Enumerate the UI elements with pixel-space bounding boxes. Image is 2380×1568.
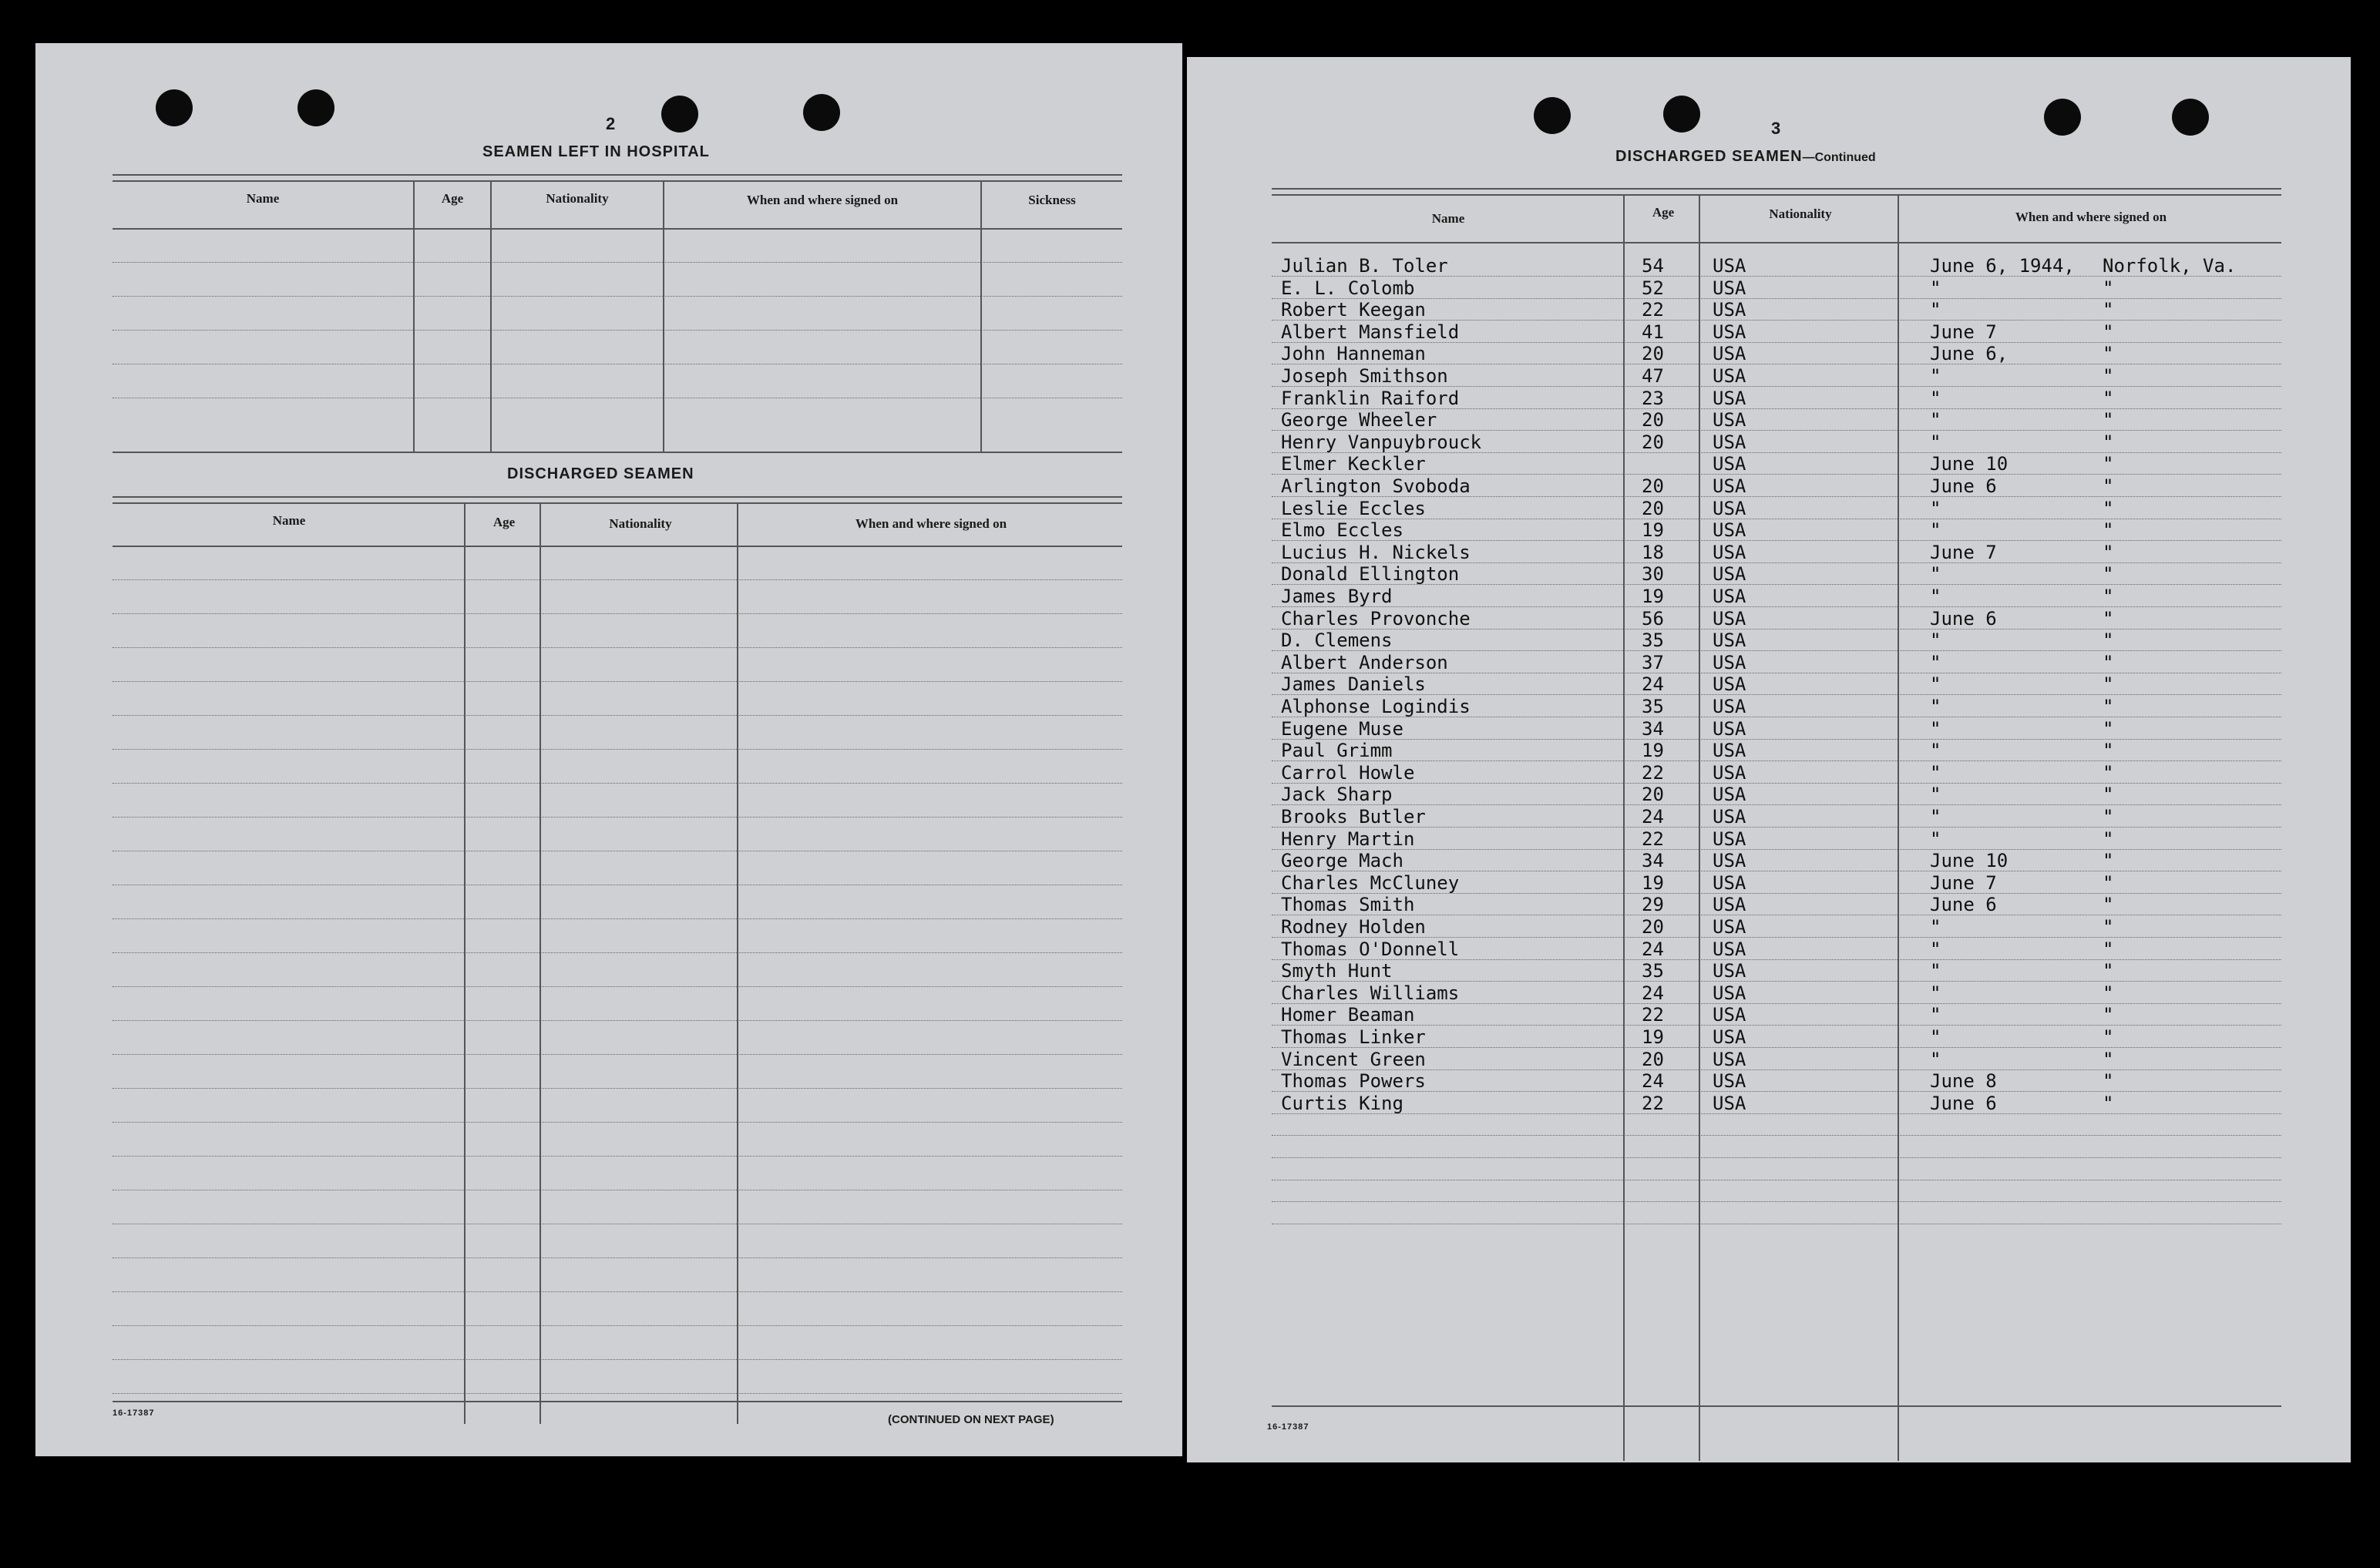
name-cell: Alphonse Logindis [1281,696,1471,717]
name-cell: Rodney Holden [1281,916,1426,938]
name-cell: Eugene Muse [1281,718,1403,740]
signed-date-cell: " [1930,1026,1941,1048]
signed-date-cell: " [1930,365,1941,387]
signed-date-cell: June 6 [1930,1093,1997,1114]
signed-place-cell: " [2103,762,2114,784]
col-header-sickness: Sickness [1028,193,1076,207]
col-header-name: Name [246,191,280,206]
age-cell: 19 [1642,872,1664,894]
col-header-signed-on: When and where signed on [746,193,899,207]
signed-place-cell: " [2103,696,2114,717]
signed-date-cell: June 7 [1930,872,1997,894]
name-cell: Carrol Howle [1281,762,1415,784]
signed-place-cell: " [2103,321,2114,343]
signed-date-cell: " [1930,740,1941,761]
signed-place-cell: " [2103,718,2114,740]
name-cell: Curtis King [1281,1093,1403,1114]
name-cell: John Hanneman [1281,343,1426,364]
age-cell: 20 [1642,784,1664,805]
punch-hole-icon [1663,96,1700,133]
age-cell: 22 [1642,1004,1664,1026]
signed-place-cell: " [2103,1070,2114,1092]
nationality-cell: USA [1713,938,1746,960]
signed-place-cell: " [2103,828,2114,850]
signed-date-cell: " [1930,388,1941,409]
signed-place-cell: " [2103,586,2114,607]
signed-place-cell: " [2103,916,2114,938]
signed-place-cell: " [2103,652,2114,673]
nationality-cell: USA [1713,652,1746,673]
nationality-cell: USA [1713,850,1746,871]
nationality-cell: USA [1713,696,1746,717]
nationality-cell: USA [1713,388,1746,409]
age-cell: 37 [1642,652,1664,673]
name-cell: James Daniels [1281,673,1426,695]
signed-place-cell: " [2103,475,2114,497]
signed-date-cell: June 10 [1930,850,2009,871]
signed-date-cell: " [1930,828,1941,850]
nationality-cell: USA [1713,916,1746,938]
name-cell: Julian B. Toler [1281,255,1448,277]
age-cell: 20 [1642,409,1664,431]
nationality-cell: USA [1713,740,1746,761]
age-cell: 19 [1642,740,1664,761]
name-cell: D. Clemens [1281,630,1393,651]
nationality-cell: USA [1713,762,1746,784]
continued-note: (CONTINUED ON NEXT PAGE) [888,1413,1054,1426]
age-cell: 19 [1642,1026,1664,1048]
signed-date-cell: " [1930,586,1941,607]
signed-date-cell: " [1930,277,1941,299]
signed-place-cell: " [2103,519,2114,541]
name-cell: Franklin Raiford [1281,388,1460,409]
signed-place-cell: " [2103,563,2114,585]
nationality-cell: USA [1713,255,1746,277]
age-cell: 19 [1642,519,1664,541]
nationality-cell: USA [1713,475,1746,497]
age-cell: 22 [1642,828,1664,850]
age-cell: 24 [1642,982,1664,1004]
signed-date-cell: " [1930,673,1941,695]
signed-place-cell: " [2103,630,2114,651]
signed-place-cell: " [2103,453,2114,475]
name-cell: E. L. Colomb [1281,277,1415,299]
nationality-cell: USA [1713,586,1746,607]
signed-place-cell: " [2103,850,2114,871]
age-cell: 20 [1642,431,1664,453]
signed-place-cell: " [2103,498,2114,519]
age-cell: 35 [1642,960,1664,982]
signed-date-cell: " [1930,299,1941,321]
age-cell: 23 [1642,388,1664,409]
name-cell: Donald Ellington [1281,563,1460,585]
nationality-cell: USA [1713,365,1746,387]
punch-hole-icon [2044,99,2081,136]
right-page [1187,57,2351,1462]
age-cell: 18 [1642,542,1664,563]
signed-place-cell: " [2103,784,2114,805]
signed-date-cell: " [1930,982,1941,1004]
signed-date-cell: " [1930,409,1941,431]
name-cell: Smyth Hunt [1281,960,1393,982]
signed-place-cell: " [2103,960,2114,982]
nationality-cell: USA [1713,431,1746,453]
punch-hole-icon [803,94,840,131]
name-cell: Robert Keegan [1281,299,1426,321]
signed-date-cell: June 7 [1930,542,1997,563]
hospital-section-title: SEAMEN LEFT IN HOSPITAL [482,143,710,160]
age-cell: 29 [1642,894,1664,915]
signed-place-cell: " [2103,299,2114,321]
signed-place-cell: " [2103,1004,2114,1026]
signed-date-cell: " [1930,784,1941,805]
age-cell: 34 [1642,718,1664,740]
signed-place-cell: " [2103,409,2114,431]
signed-place-cell: " [2103,673,2114,695]
signed-date-cell: June 6 [1930,475,1997,497]
nationality-cell: USA [1713,1026,1746,1048]
nationality-cell: USA [1713,982,1746,1004]
signed-place-cell: " [2103,343,2114,364]
col-header-nationality: Nationality [546,191,609,206]
name-cell: Thomas Linker [1281,1026,1426,1048]
nationality-cell: USA [1713,542,1746,563]
nationality-cell: USA [1713,718,1746,740]
signed-place-cell: " [2103,365,2114,387]
name-cell: Charles Provonche [1281,608,1471,630]
name-cell: Joseph Smithson [1281,365,1448,387]
name-cell: Charles McCluney [1281,872,1460,894]
nationality-cell: USA [1713,277,1746,299]
signed-place-cell: " [2103,542,2114,563]
signed-place-cell: " [2103,1093,2114,1114]
name-cell: Elmo Eccles [1281,519,1403,541]
age-cell: 20 [1642,916,1664,938]
name-cell: Thomas O'Donnell [1281,938,1460,960]
name-cell: Charles Williams [1281,982,1460,1004]
signed-date-cell: " [1930,718,1941,740]
name-cell: Jack Sharp [1281,784,1393,805]
name-cell: Brooks Butler [1281,806,1426,828]
punch-hole-icon [298,89,334,126]
punch-hole-icon [1534,97,1571,134]
name-cell: George Mach [1281,850,1403,871]
punch-hole-icon [156,89,193,126]
nationality-cell: USA [1713,828,1746,850]
signed-place-cell: " [2103,431,2114,453]
age-cell: 30 [1642,563,1664,585]
age-cell: 47 [1642,365,1664,387]
age-cell: 52 [1642,277,1664,299]
age-cell: 20 [1642,343,1664,364]
age-cell: 24 [1642,938,1664,960]
age-cell: 19 [1642,586,1664,607]
age-cell: 22 [1642,1093,1664,1114]
signed-date-cell: " [1930,916,1941,938]
nationality-cell: USA [1713,1070,1746,1092]
signed-date-cell: " [1930,563,1941,585]
col-header-signed-on: When and where signed on [2015,210,2167,224]
nationality-cell: USA [1713,784,1746,805]
age-cell: 54 [1642,255,1664,277]
signed-place-cell: " [2103,806,2114,828]
nationality-cell: USA [1713,1004,1746,1026]
nationality-cell: USA [1713,343,1746,364]
signed-date-cell: " [1930,1049,1941,1070]
form-number: 16-17387 [1267,1422,1309,1432]
nationality-cell: USA [1713,299,1746,321]
signed-place-cell: " [2103,388,2114,409]
nationality-cell: USA [1713,1093,1746,1114]
title-main: DISCHARGED SEAMEN [1615,148,1803,165]
signed-date-cell: " [1930,960,1941,982]
name-cell: Lucius H. Nickels [1281,542,1471,563]
name-cell: Paul Grimm [1281,740,1393,761]
col-header-signed-on: When and where signed on [855,516,1007,531]
signed-place-cell: " [2103,1026,2114,1048]
nationality-cell: USA [1713,409,1746,431]
age-cell: 20 [1642,1049,1664,1070]
signed-place-cell: " [2103,894,2114,915]
signed-date-cell: June 7 [1930,321,1997,343]
nationality-cell: USA [1713,1049,1746,1070]
signed-place-cell: " [2103,277,2114,299]
col-header-name: Name [272,513,306,528]
nationality-cell: USA [1713,498,1746,519]
col-header-age: Age [1652,205,1675,220]
name-cell: Henry Martin [1281,828,1415,850]
signed-date-cell: " [1930,431,1941,453]
age-cell: 24 [1642,1070,1664,1092]
age-cell: 41 [1642,321,1664,343]
punch-hole-icon [661,96,698,133]
nationality-cell: USA [1713,453,1746,475]
signed-date-cell: " [1930,652,1941,673]
age-cell: 35 [1642,696,1664,717]
signed-date-cell: " [1930,519,1941,541]
name-cell: Albert Mansfield [1281,321,1460,343]
name-cell: Arlington Svoboda [1281,475,1471,497]
col-header-name: Name [1431,211,1465,226]
name-cell: Vincent Green [1281,1049,1426,1070]
page-number: 3 [1771,119,1781,138]
signed-date-cell: June 6, 1944, [1930,255,2075,277]
age-cell: 20 [1642,498,1664,519]
left-page [35,43,1182,1456]
signed-place-cell: " [2103,1049,2114,1070]
name-cell: Leslie Eccles [1281,498,1426,519]
name-cell: Albert Anderson [1281,652,1448,673]
signed-date-cell: June 6 [1930,608,1997,630]
age-cell: 22 [1642,762,1664,784]
name-cell: Elmer Keckler [1281,453,1426,475]
signed-date-cell: " [1930,806,1941,828]
signed-date-cell: June 8 [1930,1070,1997,1092]
nationality-cell: USA [1713,894,1746,915]
signed-place-cell: " [2103,740,2114,761]
page-number: 2 [606,114,616,133]
nationality-cell: USA [1713,806,1746,828]
nationality-cell: USA [1713,608,1746,630]
age-cell: 35 [1642,630,1664,651]
nationality-cell: USA [1713,519,1746,541]
signed-place-cell: Norfolk, Va. [2103,255,2237,277]
signed-place-cell: " [2103,608,2114,630]
name-cell: Homer Beaman [1281,1004,1415,1026]
col-header-age: Age [492,515,516,529]
signed-date-cell: " [1930,1004,1941,1026]
name-cell: Thomas Smith [1281,894,1415,915]
form-number: 16-17387 [113,1409,155,1418]
nationality-cell: USA [1713,673,1746,695]
signed-date-cell: " [1930,498,1941,519]
signed-date-cell: June 6 [1930,894,1997,915]
age-cell: 20 [1642,475,1664,497]
name-cell: Henry Vanpuybrouck [1281,431,1482,453]
signed-place-cell: " [2103,982,2114,1004]
col-header-nationality: Nationality [609,516,672,531]
title-suffix: —Continued [1802,151,1876,164]
col-header-age: Age [441,191,464,206]
nationality-cell: USA [1713,960,1746,982]
name-cell: James Byrd [1281,586,1393,607]
age-cell: 22 [1642,299,1664,321]
signed-date-cell: " [1930,630,1941,651]
nationality-cell: USA [1713,563,1746,585]
signed-date-cell: " [1930,938,1941,960]
signed-date-cell: June 10 [1930,453,2009,475]
age-cell: 24 [1642,673,1664,695]
age-cell: 34 [1642,850,1664,871]
discharged-section-title: DISCHARGED SEAMEN [507,465,694,482]
age-cell: 24 [1642,806,1664,828]
nationality-cell: USA [1713,872,1746,894]
page-title [1615,148,1876,166]
age-cell: 56 [1642,608,1664,630]
col-header-nationality: Nationality [1769,206,1832,221]
name-cell: Thomas Powers [1281,1070,1426,1092]
name-cell: George Wheeler [1281,409,1437,431]
signed-date-cell: " [1930,762,1941,784]
signed-date-cell: June 6, [1930,343,2009,364]
signed-place-cell: " [2103,872,2114,894]
signed-date-cell: " [1930,696,1941,717]
signed-place-cell: " [2103,938,2114,960]
nationality-cell: USA [1713,630,1746,651]
nationality-cell: USA [1713,321,1746,343]
punch-hole-icon [2172,99,2209,136]
